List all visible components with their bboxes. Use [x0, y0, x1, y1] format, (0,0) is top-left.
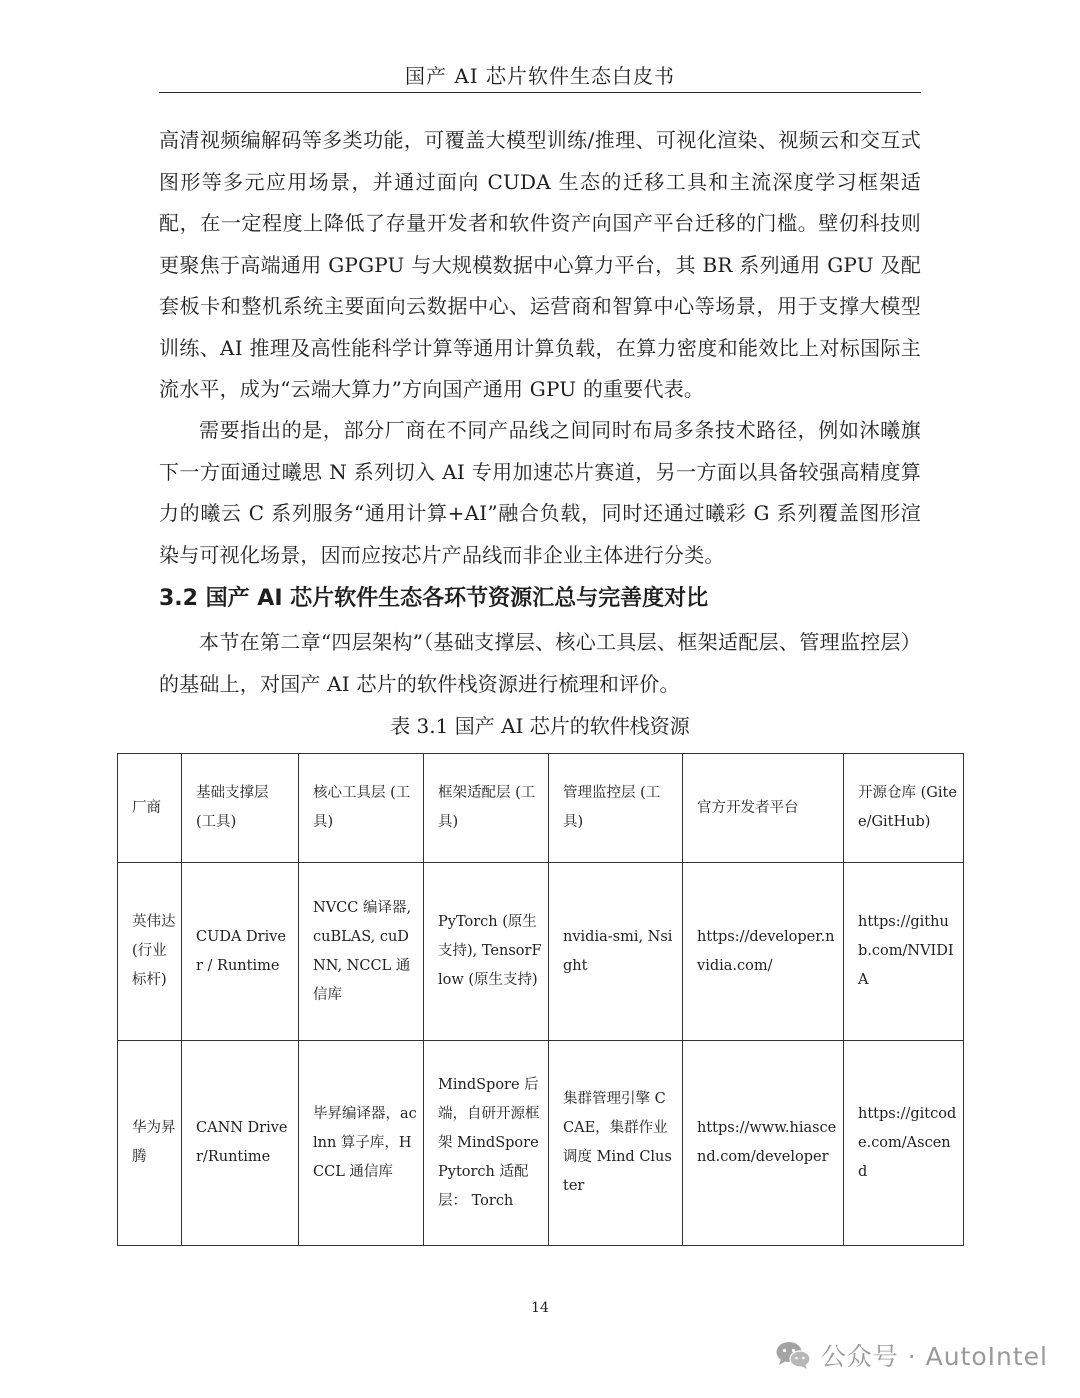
software-stack-table: [117, 753, 964, 1246]
table-caption: 表 3.1 国产 AI 芯片的软件栈资源: [390, 714, 690, 738]
header-cell: 框架适配层 (工具): [424, 754, 549, 863]
wechat-icon: [775, 1340, 811, 1370]
table-cell: CANN Driver/Runtime: [182, 1041, 299, 1246]
body-paragraph-2: 需要指出的是，部分厂商在不同产品线之间同时布局多条技术路径，例如沐曦旗下一方面通过曦思 N 系列切入 AI 专用加速芯片赛道，另一方面以具备较强高精度算力的曦云 C 系列服务“通用计算+AI”融合负载，同时还通过曦彩 G 系列覆盖图形渲染与可视化场景，因而应按芯片产品线而非企业主体进行分类。: [159, 418, 921, 567]
table-cell: PyTorch (原生支持), TensorFlow (原生支持): [424, 863, 549, 1041]
table-cell: MindSpore 后端，自研开源框架 MindSpore Pytorch 适配层： Torch: [424, 1041, 549, 1246]
table-header-row: [118, 754, 964, 863]
table-cell: 毕昇编译器，aclnn 算子库，HCCL 通信库: [299, 1041, 424, 1246]
page-number: 14: [531, 1300, 549, 1316]
table-cell: 集群管理引擎 CCAE，集群作业调度 Mind Cluster: [549, 1041, 683, 1246]
table-cell: 华为昇腾: [118, 1041, 182, 1246]
table-cell: 英伟达 (行业标杆): [118, 863, 182, 1041]
table-cell: NVCC 编译器, cuBLAS, cuDNN, NCCL 通信库: [299, 863, 424, 1041]
header-cell: 管理监控层 (工具): [549, 754, 683, 863]
body-paragraph-3: 本节在第二章“四层架构”（基础支撑层、核心工具层、框架适配层、管理监控层）的基础上，对国产 AI 芯片的软件栈资源进行梳理和评价。: [159, 630, 921, 696]
table-cell: CUDA Driver / Runtime: [182, 863, 299, 1041]
table-cell: https://github.com/NVIDIA: [844, 863, 964, 1041]
header-cell: 官方开发者平台: [683, 754, 844, 863]
header-cell: 核心工具层 (工具): [299, 754, 424, 863]
table-cell: nvidia-smi, Nsight: [549, 863, 683, 1041]
header-cell: 开源仓库 (Gitee/GitHub): [844, 754, 964, 863]
table-cell: https://developer.nvidia.com/: [683, 863, 844, 1041]
body-paragraph-1: 高清视频编解码等多类功能，可覆盖大模型训练/推理、可视化渲染、视频云和交互式图形等多元应用场景，并通过面向 CUDA 生态的迁移工具和主流深度学习框架适配，在一定程度上降低了存量开发者和软件资产向国产平台迁移的门槛。壁仞科技则更聚焦于高端通用 GPGPU 与大规模数据中心算力平台，其 BR 系列通用 GPU 及配套板卡和整机系统主要面向云数据中心、运营商和智算中心等场景，用于支撑大模型训练、AI 推理及高性能科学计算等通用计算负载，在算力密度和能效比上对标国际主流水平，成为“云端大算力”方向国产通用 GPU 的重要代表。: [159, 128, 921, 401]
table-cell: https://www.hiascend.com/developer: [683, 1041, 844, 1246]
wechat-watermark: [775, 1333, 1048, 1377]
table-row: [118, 1041, 964, 1246]
header-cell: 基础支撑层 (工具): [182, 754, 299, 863]
table-row: [118, 863, 964, 1041]
section-heading: 3.2 国产 AI 芯片软件生态各环节资源汇总与完善度对比: [159, 586, 709, 611]
page-header: 国产 AI 芯片软件生态白皮书: [159, 60, 921, 93]
header-cell: 厂商: [118, 754, 182, 863]
watermark-text: 公众号 · AutoIntel: [820, 1342, 1048, 1371]
table-cell: https://gitcode.com/Ascend: [844, 1041, 964, 1246]
